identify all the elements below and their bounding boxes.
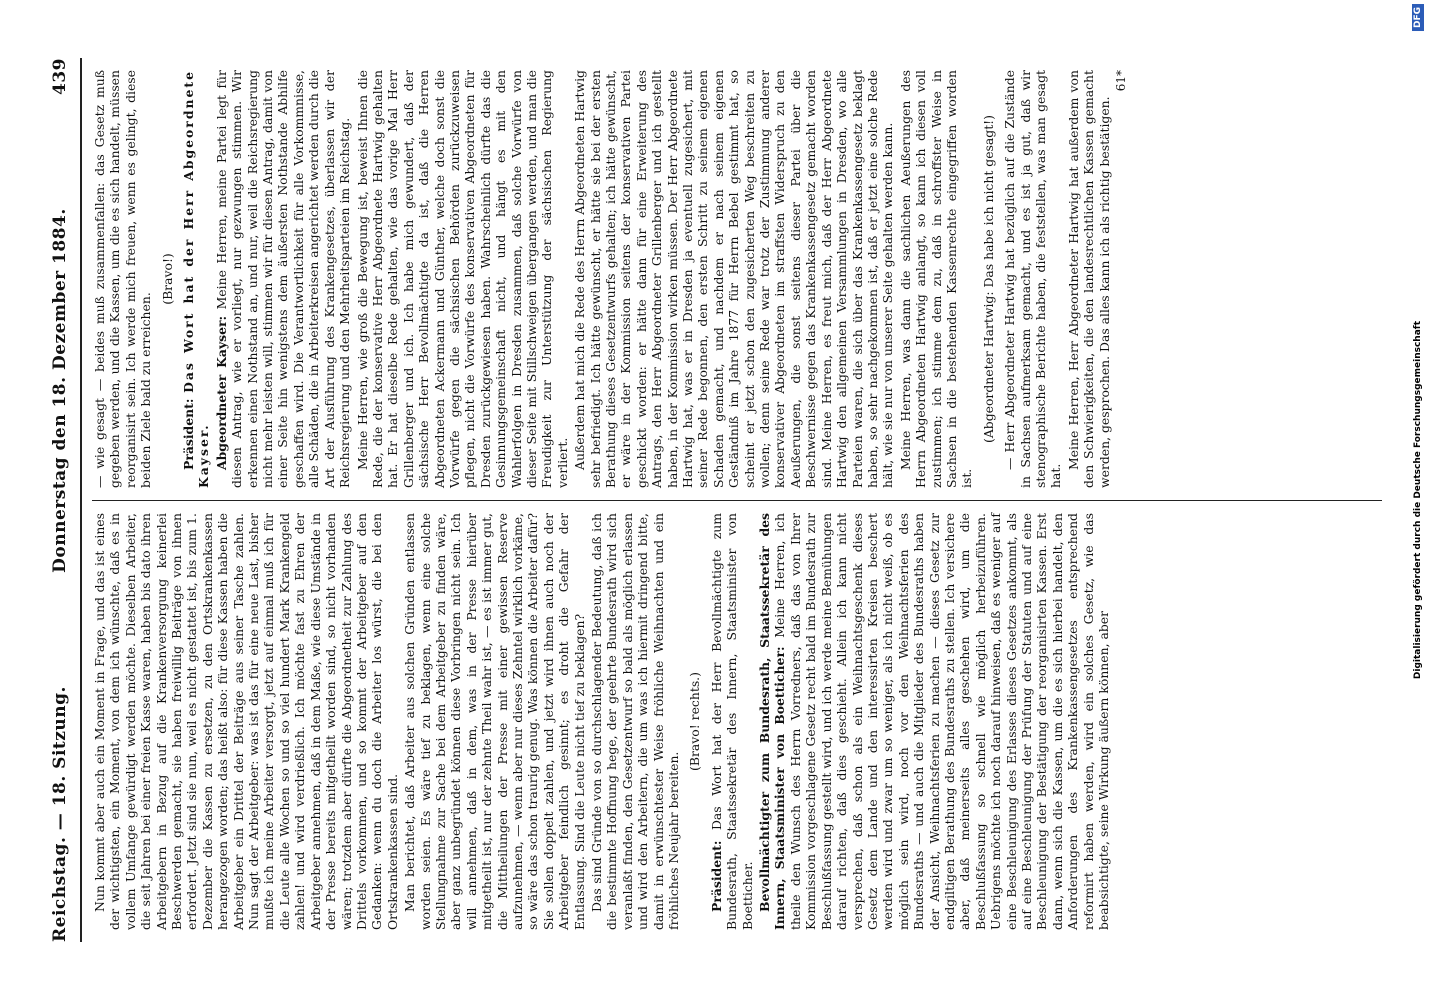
applause-note: (Bravo! rechts.) <box>687 672 703 771</box>
header-left: Reichstag. — 18. Sitzung. <box>50 686 70 942</box>
left-column <box>92 500 1382 942</box>
speech-text: Das Wort hat der Herr Bevollmächtigte zum Bundesrath, Staatssekretär des Innern, Staatsminister von Boetticher. <box>708 513 755 930</box>
text-columns <box>92 58 1382 942</box>
paragraph <box>757 513 1111 930</box>
running-header <box>50 58 82 942</box>
paragraph: — Herr Abgeordneter Hartwig hat bezüglich auf die Zustände in Sachsen aufmerksam gemacht, und es ist ja gut, daß wir stenographische Berichte haben, die feststellen, was man gesagt hat. <box>1002 70 1064 488</box>
paragraph: Das sind Gründe von so durchschlagender Bedeutung, daß ich die bestimmte Hoffnung hege, der geehrte Bundesrath wird sich veranlaßt finden, den Gesetzentwurf so bald als möglich erlassen und wird den Arbeitern, die um was ich hiermit dringend bitte, damit in erwünschtester Weise fröhliche Weihnachten und ein fröhliches Neujahr bereiten. <box>589 513 682 930</box>
interjection: (Abgeordneter Hartwig: Das habe ich nicht gesagt!) <box>980 115 996 444</box>
dfg-logo: DFG <box>1412 4 1424 31</box>
paragraph: Meine Herren, Herr Abgeordneter Hartwig hat außerdem von den Schwierigkeiten, die den landesrechtlichen Kassen gemacht werden, gesprochen. Das alles kann ich als richtig bestätigen. <box>1065 70 1112 488</box>
paragraph: Nun kommt aber auch ein Moment in Frage, und das ist eines der wichtigsten, ein Moment, von dem ich wünschte, daß es in vollem Umfange gewürdigt werden möchte. Dieselben Arbeiter, die seit Jahren bei einer freien Kasse waren, haben bis dato ihren Arbeitgebern in Bezug auf die Krankenversorgung keinerlei Beschwerden gemacht, sie haben freiwillig Beiträge von ihnen erfordert. Jetzt sind sie nun, weil es nicht gestattet ist, bis zum 1. Dezember die Kassen zu ersetzen, zu den Ortskrankenkassen herangezogen worden; das heißt also: für diese Kassen haben die Arbeitgeber ein Drittel der Beiträge aus seiner Tasche zahlen. Nun sagt der Arbeitgeber: was ist das für eine neue Last, bisher mußte ich meine Arbeiter versorgt, jetzt auf einmal muß ich für die Leute alle Wochen so und so viel hundert Mark Krankengeld zahlen! und wird verdrießlich. Ich möchte fast zu Ehren der Arbeitgeber annehmen, daß in dem Maße, wie diese Umstände in der Presse bereits mitgetheilt worden sind, so nicht vorhanden wären; trotzdem aber dürfte die Abgeordnetheit zur Zahlung des Drittels vorkommen, und so kommt der Arbeitgeber auf den Gedanken: wenn du doch die Arbeiter los würst, die bei den Ortskrankenkassen sind. <box>92 513 400 930</box>
speaker-label: Bevollmächtigter zum Bundesrath, Staatssekretär des Innern, Staatsminister von Boetticher: <box>757 513 788 930</box>
digitization-credit: Digitalisierung gefördert durch die Deutsche Forschungsgemeinschaft <box>1413 320 1423 680</box>
paragraph: — wie gesagt — beides muß zusammenfallen: das Gesetz muß gegeben werden, und die Kassen, um die es sich handelt, müssen reorganisirt sein. Ich werde mich freuen, wenn es gelingt, diese beiden Ziele bald zu erreichen. <box>92 70 154 488</box>
newspaper-page <box>36 40 1396 960</box>
paragraph: Außerdem hat mich die Rede des Herrn Abgeordneten Hartwig sehr befriedigt. Ich hätte gewünscht, er hätte sie bei der ersten Berathung dieses Gesetzentwurfs gehalten; ich hätte gewünscht, er wäre in der Kommission seitens der konservativen Partei geschickt worden: er hätte dann für eine Erweiterung des Antrags, den Herr Abgeordneter Grillenberger und ich gestellt haben, in der Kommission wirken müssen. Der Herr Abgeordnete Hartwig hat, was er in Dresden ja eventuell zugesichert, mit seiner Rede begonnen, den ersten Schritt zu seinem eigenen Schaden gemacht, und nachdem er nach seinem eigenen Geständniß im Jahre 1877 für Herrn Bebel gestimmt hat, so scheint er jetzt schon den zugesicherten Weg beschreiten zu wollen; denn seine Rede war trotz der Zustimmung anderer konservativer Abgeordneten im straffsten Widerspruch zu den Aeußerungen, die sonst seitens dieser Partei über die Beschwernisse gegen das Krankenkassengesetz gemacht worden sind. Meine Herren, es freut mich, daß der Herr Abgeordnete Hartwig den allgemeinen Versammlungen in Dresden, wo alle Parteien waren, die sich über das Krankenkassengesetz beklagt haben, so sehr nachgekommen ist, daß er jetzt eine solche Rede hält, wie sie nur von unserer Seite gehalten werden kann. <box>572 70 896 488</box>
paragraph: Meine Herren, was dann die sachlichen Aeußerungen des Herrn Abgeordneten Hartwig anlangt, so kann ich diesen voll zustimmen; ich stimme dem zu, daß in schroffster Weise in Sachsen in die bestehenden Kassenrechte eingegriffen worden ist. <box>897 70 975 488</box>
page-number: 439 <box>50 58 70 95</box>
digitization-sidebar <box>1408 0 1428 1000</box>
paragraph <box>709 513 755 930</box>
speech-text: Meine Herren, ich theile den Wunsch des Herrn Vorredners, daß das von Ihrer Kommission vorgeschlagene Gesetz recht bald im Bundesrath zur Beschlußfassung gestellt wird, und ich werde meine Bemühungen darauf richten, daß dies geschieht. Allein ich kann nicht versprechen, daß schon als ein Weihnachtsgeschenk dieses Gesetz dem Lande und den interessirten Kreisen beschert werden wird und zwar um so weniger, als ich nicht weiß, ob es möglich sein wird, noch vor den Weihnachtsferien des Bundesraths — und auch die Mitglieder des Bundesraths haben der Ansicht, Weihnachtsferien zu machen — dieses Gesetz zur endgiltigen Berathung des Bundesraths zu stellen. Ich versichere aber, daß meinerseits alles geschehen wird, um die Beschlußfassung so schnell wie möglich herbeizuführen. Uebrigens möchte ich noch darauf hinweisen, daß es weniger auf eine Beschleunigung des Erlasses dieses Gesetzes ankommt, als auf eine Beschleunigung der Prüfung der Statuten und auf eine Beschleunigung der Bestätigung der reorganisirten Kassen. Erst dann, wenn sich die Kassen, um die es sich hierbei handelt, den Anforderungen des Krankenkassengesetzes entsprechend reformirt haben werden, wird ein solches Gesetz, wie das beabsichtigte, seine Wirkung äußern können, aber <box>772 513 1111 930</box>
paragraph: Man berichtet, daß Arbeiter aus solchen Gründen entlassen worden seien. Es wäre tief zu beklagen, wenn eine solche Stellungnahme zur Sache bei dem Arbeitgeber zu finden wäre, aber ganz unbegründet können diese Vorbringen nicht sein. Ich will annehmen, daß in dem, was in der Presse hierüber mitgetheilt ist, nur der zehnte Theil wahr ist, — es ist immer gut, die Mittheilungen der Presse mit einer gewissen Reserve aufzunehmen, — wenn aber nur dieses Zehntel wirklich vorkäme, so wäre das schon traurig genug. Was können die Arbeiter dafür? Sie sollen doppelt zahlen, und jetzt wird ihnen auch noch der Arbeitgeber feindlich gesinnt; es droht die Gefahr der Entlassung. Sind die Leute nicht tief zu beklagen? <box>402 513 587 930</box>
speech-text: Meine Herren, meine Partei legt für diesen Antrag, wie er vorliegt, nur gezwungen stimmen. Wir erkennen einen Nothstand an, und nur, weil die Reichsregierung nicht mehr leisten will, stimmen wir für diesen Antrag, damit von einer Seite hin wenigstens dem äußersten Nothstande Abhilfe geschaffen wird. Die Verantwortlichkeit für alle Vorkommnisse, alle Schäden, die in Arbeiterkreisen angerichtet werden durch die Art der Ausführung des Krankengesetzes, überlassen wir der Reichsregierung und den Mehrheitsparteien im Reichstag. <box>213 70 353 488</box>
applause-note: (Bravo!) <box>159 253 175 305</box>
speaker-label: Präsident: <box>708 840 724 912</box>
signature-marker: 61* <box>1114 70 1128 92</box>
speech-text: Das Wort hat der Herr Abgeordnete Kayser. <box>181 70 212 488</box>
paragraph <box>181 70 212 488</box>
paragraph <box>214 70 353 488</box>
header-center: Donnerstag den 18. Dezember 1884. <box>50 208 70 573</box>
speaker-label: Abgeordneter Kayser: <box>213 315 229 470</box>
paragraph: Meine Herren, wie groß die Bewegung ist, beweist Ihnen die Rede, die der konservative Herr Abgeordnete Hartwig gehalten hat. Er hat dieselbe Rede gehalten, wie das vorige Mal Herr Grillenberger und ich. Ich habe mich gewundert, daß der sächsische Herr Bevollmächtigte da ist, daß die Herren Abgeordneten Ackermann und Günther, welche doch sonst die Vorwürfe gegen die sächsischen Behörden zurückzuweisen pflegen, nicht die Vorwürfe des konservativen Abgeordneten für Dresden zurückgewiesen haben. Wahrscheinlich dürfte das die Gesinnungsgemeinschaft nicht, und hängt es mit den Wahlerfolgen in Dresden zusammen, daß solche Vorwürfe von dieser Seite mit Stillschweigen übergangen werden, und man die Freudigkeit zur Unterstützung der sächsischen Regierung verliert. <box>354 70 570 488</box>
right-column <box>92 58 1382 500</box>
speaker-label: Präsident: <box>181 398 197 470</box>
